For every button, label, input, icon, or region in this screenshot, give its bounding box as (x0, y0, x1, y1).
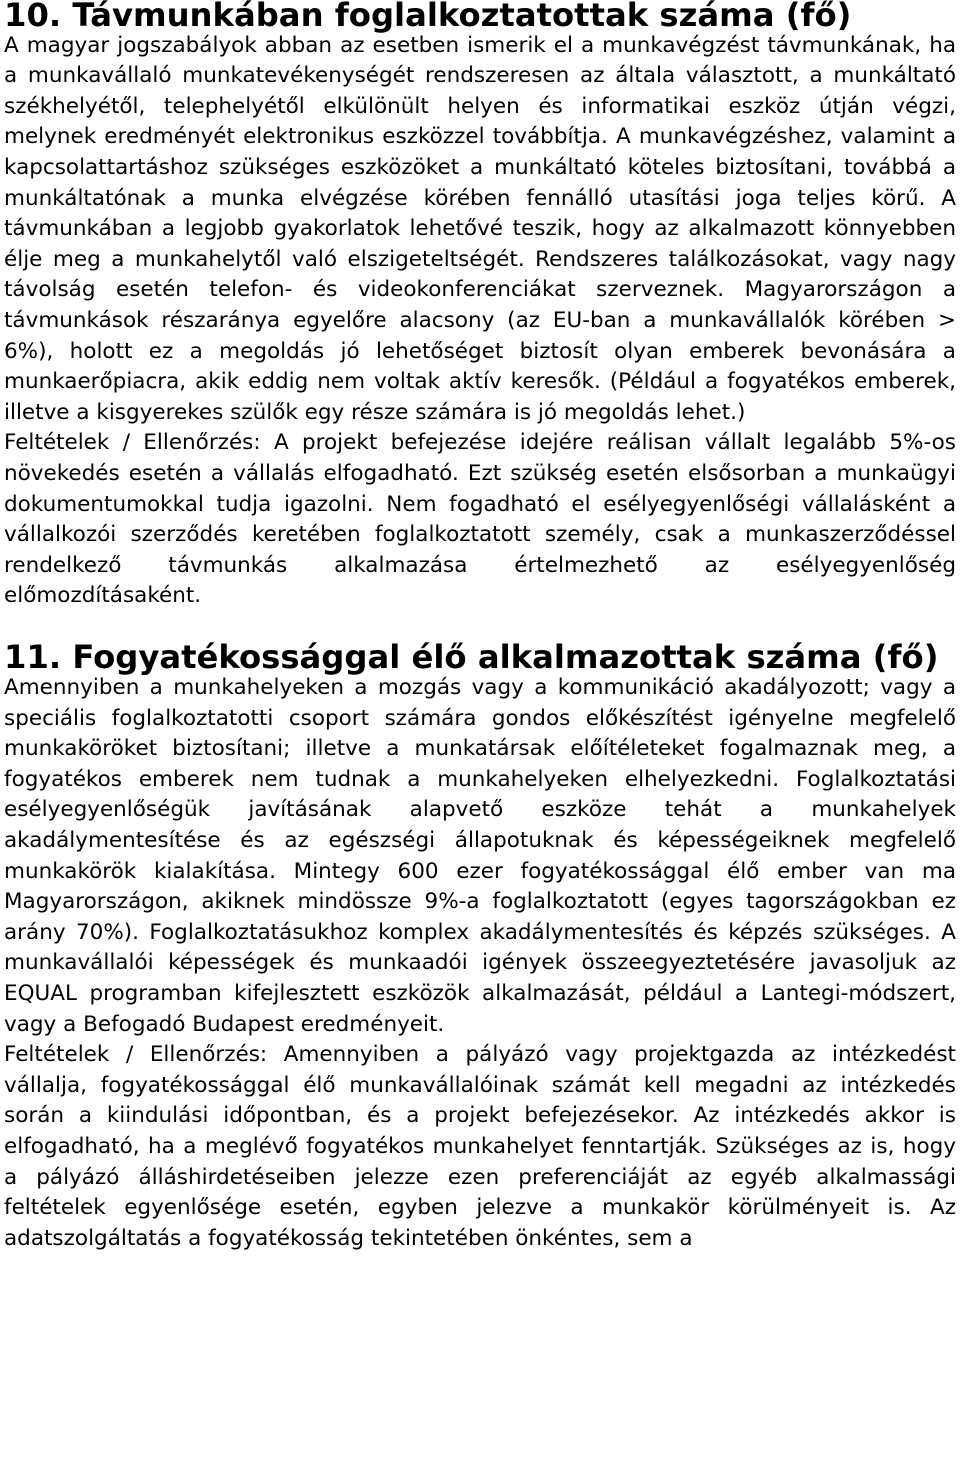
section-conditions: Feltételek / Ellenőrzés: Amennyiben a pályázó vagy projektgazda az intézkedést vállalja, fogyatékossággal élő munkavállalóinak számát kell megadni az intézkedés során a kiindulási időpontban, és a projekt befejezésekor. Az intézkedés akkor is elfogadható, ha a meglévő fogyatékos munkahelyet fenntartják. Szükséges az is, hogy a pályázó álláshirdetéseiben jelezze ezen preferenciáját az egyéb alkalmassági feltételek egyenlősége esetén, egyben jelezve a munkakör körülményeit is. Az adatszolgáltatás a fogyatékosság tekintetében önkéntes, sem a (4, 1042, 956, 1251)
section-body: A magyar jogszabályok abban az esetben ismerik el a munkavégzést távmunkának, ha a munkavállaló munkatevékenységét rendszeresen az általa választott, a munkáltató székhelyétől, telephelyétől elkülönült helyen és informatikai eszköz útján végzi, melynek eredményét elektronikus eszközzel továbbítja. A munkavégzéshez, valamint a kapcsolattartáshoz szükséges eszközöket a munkáltató köteles biztosítani, továbbá a munkáltatónak a munka elvégzése körében fennálló utasítási joga teljes körű. A távmunkában a legjobb gyakorlatok lehetővé teszik, hogy az alkalmazott könnyebben élje meg a munkahelytől való elszigeteltségét. Rendszeres találkozásokat, vagy nagy távolság esetén telefon- és videokonferenciákat szerveznek. Magyarországon a távmunkások részaránya egyelőre alacsony (az EU-ban a munkavállalók körében > 6%), holott ez a megoldás jó lehetőséget biztosít olyan emberek bevonására a munkaerőpiacra, akik eddig nem voltak aktív keresők. (Például a fogyatékos emberek, illetve a kisgyerekes szülők egy része számára is jó megoldás lehet.) (4, 32, 956, 425)
section-heading: 10. Távmunkában foglalkoztatottak száma (fő) (4, 0, 852, 34)
section-body: Amennyiben a munkahelyeken a mozgás vagy a kommunikáció akadályozott; vagy a speciális foglalkoztatotti csoport számára gondos előkészítést igényelne megfelelő munkaköröket biztosítani; illetve a munkatársak előítéleteket fogalmaznak meg, a fogyatékos emberek nem tudnak a munkahelyeken elhelyezkedni. Foglalkoztatási esélyegyenlőségük javításának alapvető eszköze tehát a munkahelyek akadálymentesítése és az egészségi állapotuknak és képességeiknek megfelelő munkakörök kialakítása. Mintegy 600 ezer fogyatékossággal élő ember van ma Magyarországon, akiknek mindössze 9%-a foglalkoztatott (egyes tagországokban ez arány 70%). Foglalkoztatásukhoz komplex akadálymentesítés és képzés szükséges. A munkavállalói képességek és munkaadói igények összeegyeztetésére javasoljuk az EQUAL programban kifejlesztett eszközök alkalmazását, például a Lantegi-módszert, vagy a Befogadó Budapest eredményeit. (4, 675, 956, 1037)
section-heading: 11. Fogyatékossággal élő alkalmazottak száma (fő) (4, 638, 939, 677)
section-conditions: Feltételek / Ellenőrzés: A projekt befejezése idejére reálisan vállalt legalább 5%-os növekedés esetén a vállalás elfogadható. Ezt szükség esetén elsősorban a munkaügyi dokumentumokkal tudja igazolni. Nem fogadható el esélyegyenlőségi vállalásként a vállalkozói szerződés keretében foglalkoztatott személy, csak a munkaszerződéssel rendelkező távmunkás alkalmazása értelmezhető az esélyegyenlőség előmozdításaként. (4, 430, 956, 609)
document-page (4, 0, 956, 1254)
